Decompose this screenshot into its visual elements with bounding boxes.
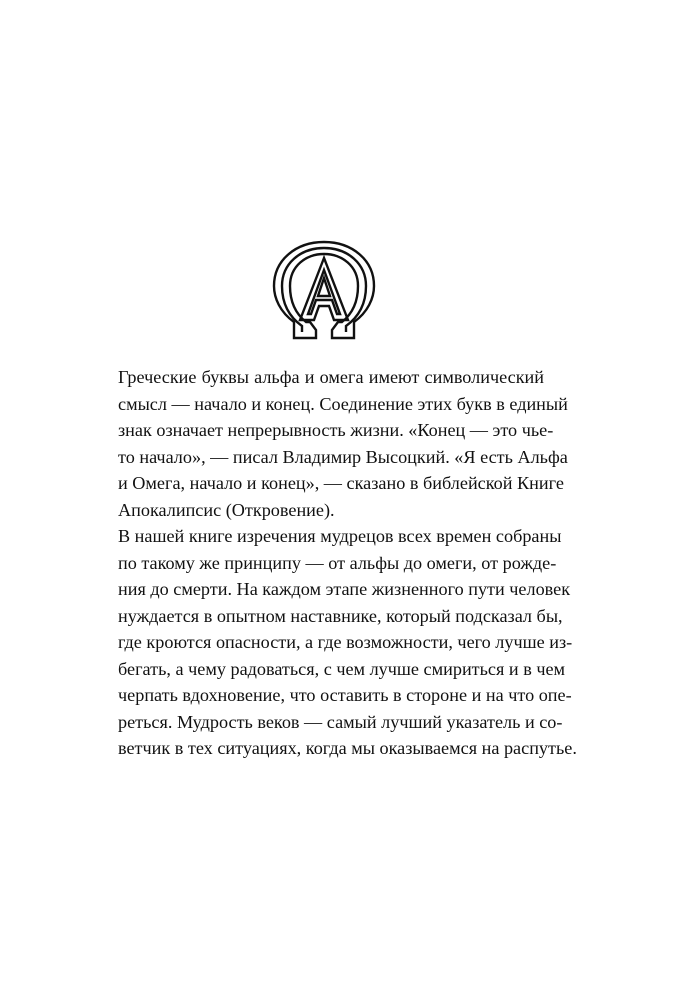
text-line: и Омега, начало и конец», — сказано в библейской Книге bbox=[118, 473, 564, 493]
text-line: реться. Мудрость веков — самый лучший указатель и со- bbox=[118, 711, 563, 732]
text-line: смысл — начало и конец. Соединение этих букв в единый bbox=[118, 393, 568, 414]
text-line: где кроются опасности, а где возможности, чего лучше из- bbox=[118, 632, 573, 652]
paragraph-1 bbox=[118, 364, 568, 523]
text-line: нуждается в опытном наставнике, который подсказал бы, bbox=[118, 605, 563, 626]
text-line: черпать вдохновение, что оставить в стороне и на что опе- bbox=[118, 685, 572, 705]
text-line: ния до смерти. На каждом этапе жизненного пути человек bbox=[118, 579, 571, 599]
text-line: то начало», — писал Владимир Высоцкий. «Я есть Альфа bbox=[118, 446, 568, 467]
body-text bbox=[118, 364, 577, 762]
alpha-omega-icon bbox=[272, 240, 376, 344]
text-line: по такому же принципу — от альфы до омеги, от рожде- bbox=[118, 552, 557, 573]
text-line: Греческие буквы альфа и омега имеют символический bbox=[118, 367, 544, 387]
text-line: знак означает непрерывность жизни. «Конец — это чье- bbox=[118, 420, 554, 440]
text-line: В нашей книге изречения мудрецов всех времен собраны bbox=[118, 526, 562, 546]
paragraph-2 bbox=[118, 523, 577, 762]
text-line: Апокалипсис (Откровение). bbox=[118, 499, 335, 520]
text-line: бегать, а чему радоваться, с чем лучше смириться и в чем bbox=[118, 658, 566, 679]
text-line: ветчик в тех ситуациях, когда мы оказываемся на распутье. bbox=[118, 738, 577, 758]
